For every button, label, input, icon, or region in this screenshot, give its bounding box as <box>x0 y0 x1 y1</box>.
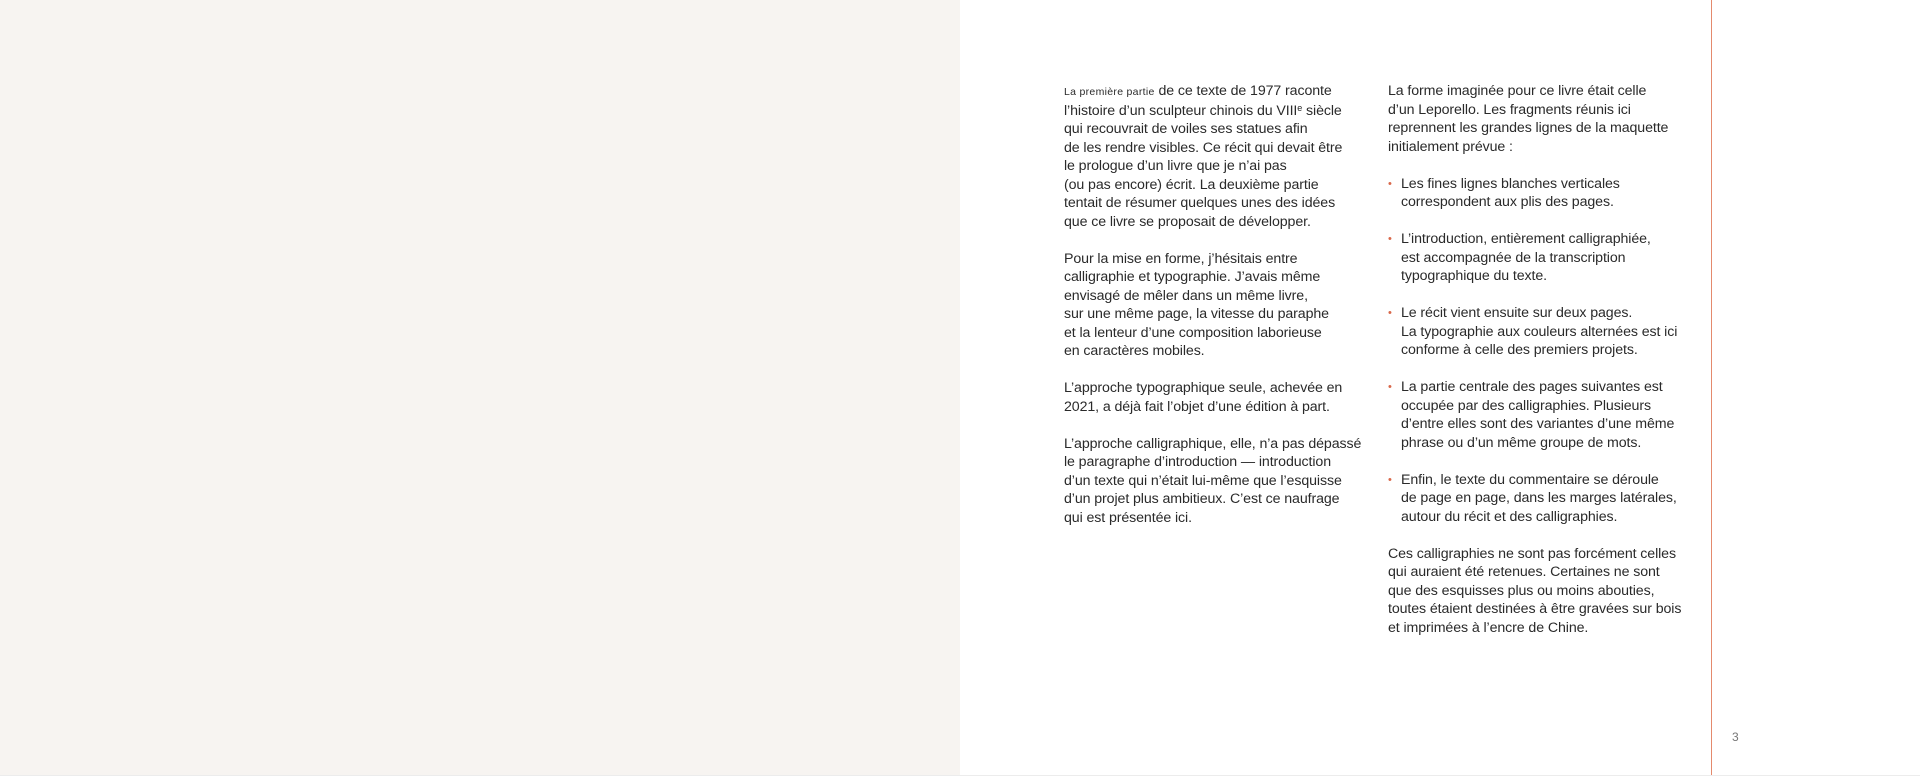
text-line: d’entre elles sont des variantes d’une même <box>1401 416 1675 432</box>
right-text-column <box>1388 82 1688 656</box>
text-line: La partie centrale des pages suivantes est <box>1401 379 1663 395</box>
bullet-item <box>1388 304 1688 360</box>
text-line: de page en page, dans les marges latérales, <box>1401 490 1677 506</box>
text-line: La typographie aux couleurs alternées est ici <box>1401 323 1678 340</box>
paragraph-typographique <box>1064 379 1364 416</box>
text-line: phrase ou d’un même groupe de mots. <box>1401 434 1642 451</box>
text-line: Le récit vient ensuite sur deux pages. <box>1401 305 1633 321</box>
paragraph-leporello <box>1388 82 1688 156</box>
text-line: initialement prévue : <box>1388 138 1513 155</box>
text-line: de les rendre visibles. Ce récit qui devait être <box>1064 139 1343 156</box>
bullet-list <box>1388 175 1688 527</box>
left-text-column <box>1064 82 1364 546</box>
text-line: d’un Leporello. Les fragments réunis ici <box>1388 101 1631 118</box>
text-line: envisagé de mêler dans un même livre, <box>1064 287 1308 304</box>
text-line: tentait de résumer quelques unes des idées <box>1064 195 1336 211</box>
text-line: 2021, a déjà fait l’objet d’une édition à part. <box>1064 398 1330 415</box>
bullet-item <box>1388 471 1688 527</box>
bullet-marker: • <box>1388 233 1392 245</box>
text-line: que des esquisses plus ou moins abouties, <box>1388 582 1655 599</box>
text-line: (ou pas encore) écrit. La deuxième partie <box>1064 176 1319 193</box>
text-line: qui auraient été retenues. Certaines ne sont <box>1388 564 1660 580</box>
text-line: d’un projet plus ambitieux. C’est ce naufrage <box>1064 491 1340 507</box>
text-line: occupée par des calligraphies. Plusieurs <box>1401 397 1651 414</box>
bullet-item <box>1388 230 1688 286</box>
text-line: toutes étaient destinées à être gravées sur bois <box>1388 601 1682 617</box>
text-line: est accompagnée de la transcription <box>1401 249 1626 266</box>
text-line: le prologue d’un livre que je n’ai pas <box>1064 158 1287 174</box>
paragraph-calligraphique <box>1064 435 1364 528</box>
bullet-marker: • <box>1388 307 1392 319</box>
text-line: La première partie de ce texte de 1977 raconte <box>1064 83 1332 99</box>
text-line: typographique du texte. <box>1401 268 1547 284</box>
text-line: qui est présentée ici. <box>1064 509 1192 526</box>
text-line: et la lenteur d’une composition laborieuse <box>1064 324 1322 341</box>
text-line: Ces calligraphies ne sont pas forcément celles <box>1388 545 1676 562</box>
text-line: reprennent les grandes lignes de la maquette <box>1388 120 1669 136</box>
text-line: L’approche calligraphique, elle, n’a pas dépassé <box>1064 435 1362 452</box>
text-line: L’approche typographique seule, achevée en <box>1064 380 1343 396</box>
smallcaps-lead: La première partie <box>1064 86 1155 98</box>
paragraph-conclusion <box>1388 545 1688 638</box>
text-line: et imprimées à l’encre de Chine. <box>1388 619 1589 636</box>
text-line: que ce livre se proposait de développer. <box>1064 213 1311 230</box>
fold-line <box>1711 0 1712 776</box>
text-line: La forme imaginée pour ce livre était celle <box>1388 83 1647 99</box>
text-line: Les fines lignes blanches verticales <box>1401 175 1620 192</box>
text-line: correspondent aux plis des pages. <box>1401 194 1614 210</box>
paragraph-intro <box>1064 82 1364 231</box>
text-line: sur une même page, la vitesse du paraphe <box>1064 306 1329 322</box>
bullet-item <box>1388 175 1688 212</box>
text-line: conforme à celle des premiers projets. <box>1401 342 1638 358</box>
text-line: calligraphie et typographie. J’avais même <box>1064 269 1321 285</box>
bullet-item <box>1388 378 1688 452</box>
text-line: d’un texte qui n’était lui-même que l’esquisse <box>1064 472 1342 489</box>
text-line: l’histoire d’un sculpteur chinois du VIIIe siècle <box>1064 102 1342 119</box>
bullet-marker: • <box>1388 473 1392 486</box>
page-number: 3 <box>1732 730 1739 744</box>
text-line: le paragraphe d’introduction — introduction <box>1064 454 1332 470</box>
text-line: L’introduction, entièrement calligraphiée, <box>1401 231 1651 247</box>
text-line: Enfin, le texte du commentaire se déroule <box>1401 471 1659 488</box>
superscript: e <box>1297 102 1303 113</box>
bullet-marker: • <box>1388 381 1392 393</box>
text-line: Pour la mise en forme, j’hésitais entre <box>1064 250 1298 267</box>
paragraph-mise-en-forme <box>1064 250 1364 361</box>
bullet-marker: • <box>1388 177 1392 190</box>
text-line: qui recouvrait de voiles ses statues afin <box>1064 121 1308 137</box>
text-line: en caractères mobiles. <box>1064 343 1205 359</box>
text-line: autour du récit et des calligraphies. <box>1401 508 1618 525</box>
